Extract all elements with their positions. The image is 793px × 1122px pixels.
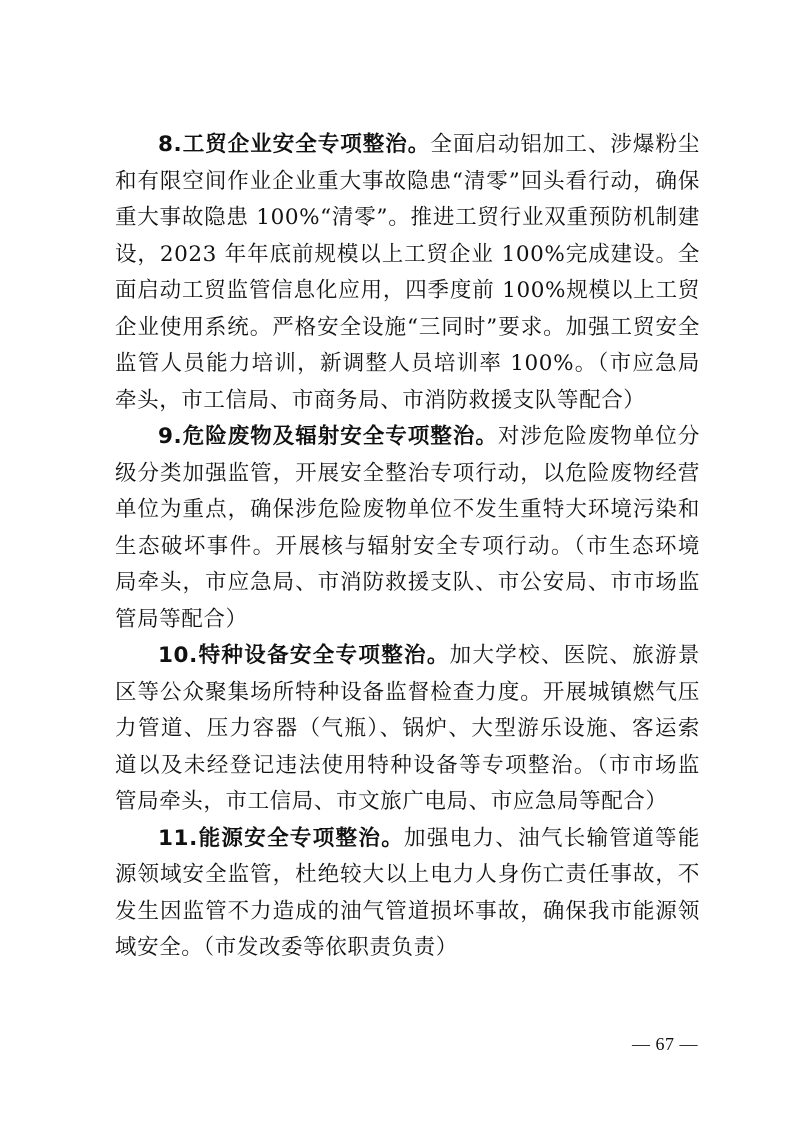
paragraph-text: 全面启动铝加工、涉爆粉尘和有限空间作业企业重大事故隐患“清零”回头看行动，确保重大事故隐患 100%“清零”。推进工贸行业双重预防机制建设，2023 年年底前规模以上工贸企业 100%完成建设。全面启动工贸监管信息化应用，四季度前 100%规模以上工贸企业使用系统。严格安全设施“三同时”要求。加强工贸安全监管人员能力培训，新调整人员培训率 100%。（市应急局牵头，市工信局、市商务局、市消防救援支队等配合） (115, 132, 700, 413)
paragraph-industry-trade-safety (115, 127, 700, 419)
paragraph-special-equipment-safety (115, 638, 700, 821)
paragraph-heading: 8.工贸企业安全专项整治。 (158, 132, 431, 157)
page-number: — 67 — (632, 1034, 698, 1054)
paragraph-text: 加强电力、油气长输管道等能源领域安全监管，杜绝较大以上电力人身伤亡责任事故，不发生因监管不力造成的油气管道损坏事故，确保我市能源领域安全。（市发改委等依职责负责） (115, 825, 700, 960)
document-body (115, 127, 700, 967)
paragraph-hazardous-waste-safety (115, 419, 700, 638)
paragraph-heading: 10.特种设备安全专项整治。 (158, 643, 450, 668)
paragraph-text: 加大学校、医院、旅游景区等公众聚集场所特种设备监督检查力度。开展城镇燃气压力管道、压力容器（气瓶）、锅炉、大型游乐设施、客运索道以及未经登记违法使用特种设备等专项整治。（市市场监管局牵头，市工信局、市文旅广电局、市应急局等配合） (115, 643, 700, 814)
paragraph-heading: 11.能源安全专项整治。 (158, 825, 405, 851)
paragraph-heading: 9.危险废物及辐射安全专项整治。 (158, 424, 498, 449)
paragraph-text: 对涉危险废物单位分级分类加强监管，开展安全整治专项行动，以危险废物经营单位为重点，确保涉危险废物单位不发生重特大环境污染和生态破坏事件。开展核与辐射安全专项行动。（市生态环境局牵头，市应急局、市消防救援支队、市公安局、市市场监管局等配合） (115, 424, 701, 632)
paragraph-energy-safety (115, 821, 700, 967)
